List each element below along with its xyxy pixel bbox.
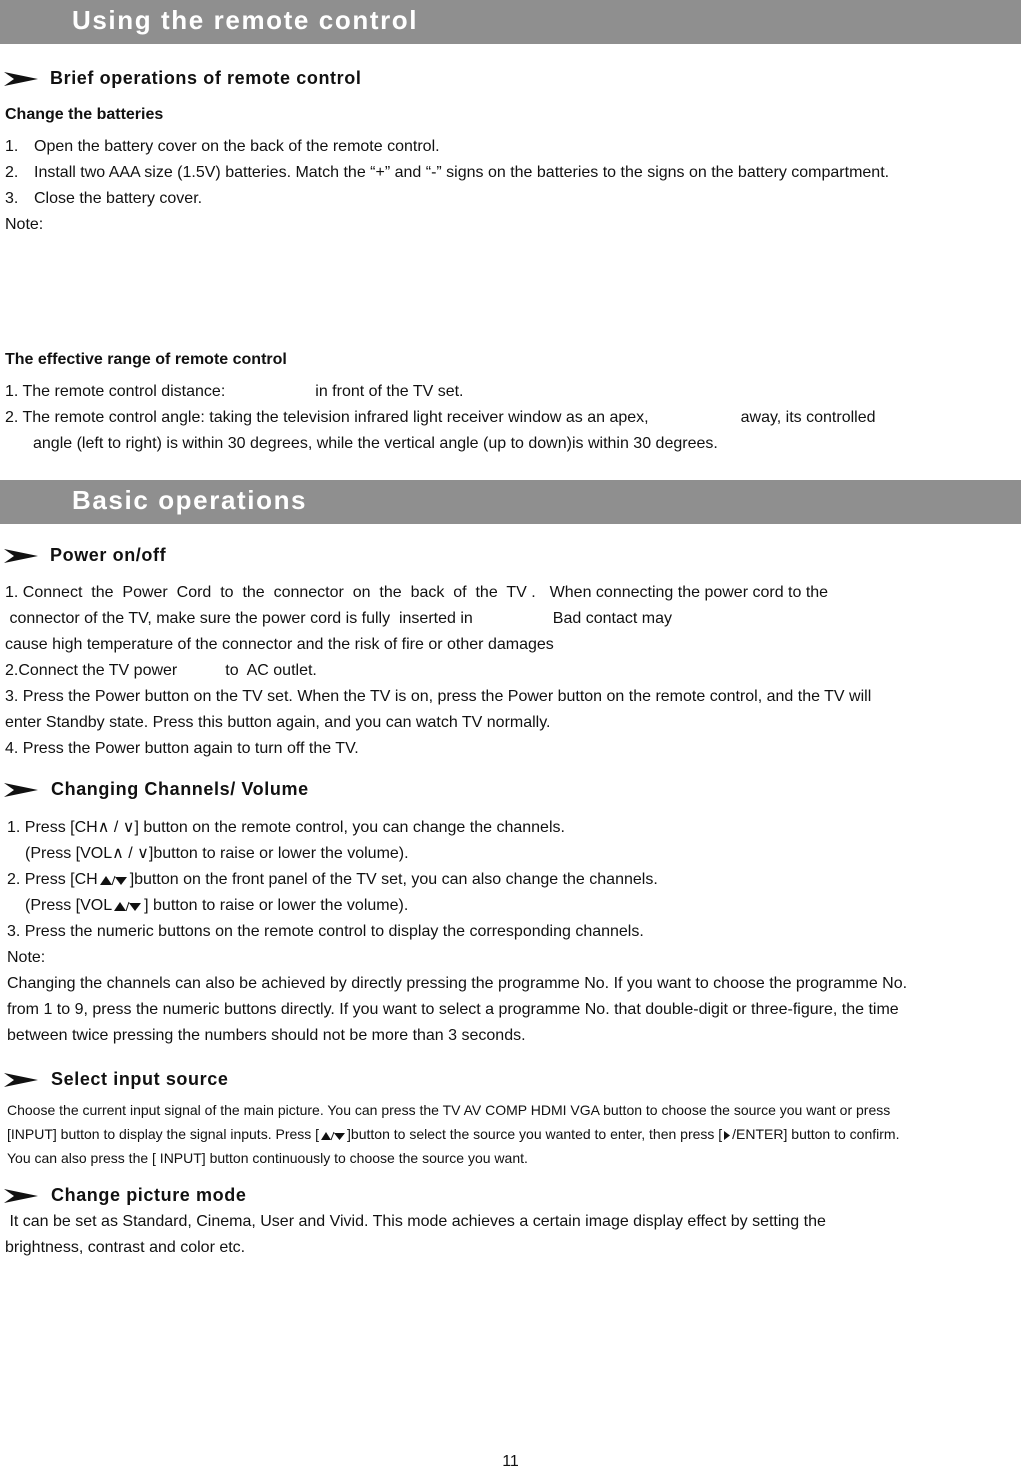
- power-line: 4. Press the Power button again to turn off the TV.: [5, 740, 359, 757]
- subheading-effective-range: The effective range of remote control: [5, 351, 287, 368]
- banner-title: Basic operations: [72, 485, 308, 515]
- input-line: [INPUT] button to display the signal inputs. Press [ ]button to select the source you wanted to enter, then press [ /ENTER] button to confirm.: [7, 1126, 900, 1142]
- arrow-bullet-icon: [4, 782, 38, 798]
- channels-line: 1. Press [CH∧ / ∨] button on the remote control, you can change the channels.: [7, 819, 565, 836]
- up-down-triangle-icon: [99, 874, 129, 886]
- input-line: Choose the current input signal of the main picture. You can press the TV AV COMP HDMI VGA button to choose the source you want or press: [7, 1102, 891, 1118]
- battery-step: 2. Install two AAA size (1.5V) batteries. Match the “+” and “-” signs on the batteries to the signs on the battery compartment.: [5, 164, 890, 181]
- power-line: 1. Connect the Power Cord to the connector on the back of the TV . When connecting the power cord to the: [5, 584, 829, 601]
- section-banner-basic: [0, 480, 1021, 524]
- channels-line: (Press [VOL∧ / ∨]button to raise or lower the volume).: [25, 845, 409, 862]
- channels-note-text: Changing the channels can also be achieved by directly pressing the programme No. If you want to choose the programme No.: [7, 975, 908, 992]
- power-line: connector of the TV, make sure the power cord is fully inserted in Bad contact may: [5, 610, 672, 627]
- picture-line: brightness, contrast and color etc.: [5, 1239, 246, 1256]
- power-line: 3. Press the Power button on the TV set. When the TV is on, press the Power button on the remote control, and the TV will: [5, 688, 872, 705]
- up-down-triangle-icon: [320, 1130, 346, 1141]
- battery-note-label: Note:: [5, 216, 44, 233]
- arrow-bullet-icon: [4, 1072, 38, 1088]
- banner-title: Using the remote control: [72, 5, 419, 35]
- battery-step: 1. Open the battery cover on the back of the remote control.: [5, 138, 440, 155]
- range-item-distance: 1. The remote control distance: in front of the TV set.: [5, 383, 464, 400]
- channels-note-text: from 1 to 9, press the numeric buttons directly. If you want to select a programme No. that double-digit or three-figure, the time: [7, 1001, 899, 1018]
- power-line: enter Standby state. Press this button again, and you can watch TV normally.: [5, 714, 551, 731]
- battery-step: 3. Close the battery cover.: [5, 190, 203, 207]
- right-triangle-icon: [723, 1130, 731, 1141]
- arrow-bullet-icon: [4, 1188, 38, 1204]
- range-item-angle-cont: angle (left to right) is within 30 degrees, while the vertical angle (up to down)is within 30 degrees.: [33, 435, 718, 452]
- range-item-angle: 2. The remote control angle: taking the television infrared light receiver window as an apex, away, its controlled: [5, 409, 876, 426]
- subheading-change-batteries: Change the batteries: [5, 106, 164, 123]
- power-line: 2.Connect the TV power to AC outlet.: [5, 662, 317, 679]
- channels-line: 3. Press the numeric buttons on the remote control to display the corresponding channels.: [7, 923, 644, 940]
- arrow-bullet-icon: [4, 548, 38, 564]
- arrow-bullet-icon: [4, 71, 38, 87]
- picture-line: It can be set as Standard, Cinema, User and Vivid. This mode achieves a certain image display effect by setting the: [5, 1213, 826, 1230]
- channels-line: (Press [VOL ] button to raise or lower the volume).: [25, 897, 409, 914]
- up-down-triangle-icon: [113, 900, 143, 912]
- page-number: 11: [502, 1453, 519, 1470]
- channels-line: 2. Press [CH ]button on the front panel of the TV set, you can also change the channels.: [7, 871, 658, 888]
- channels-note-text: between twice pressing the numbers should not be more than 3 seconds.: [7, 1027, 526, 1044]
- section-banner-remote: [0, 0, 1021, 44]
- input-line: You can also press the [ INPUT] button continuously to choose the source you want.: [7, 1150, 528, 1166]
- power-line: cause high temperature of the connector and the risk of fire or other damages: [5, 636, 554, 653]
- channels-note-label: Note:: [7, 949, 46, 966]
